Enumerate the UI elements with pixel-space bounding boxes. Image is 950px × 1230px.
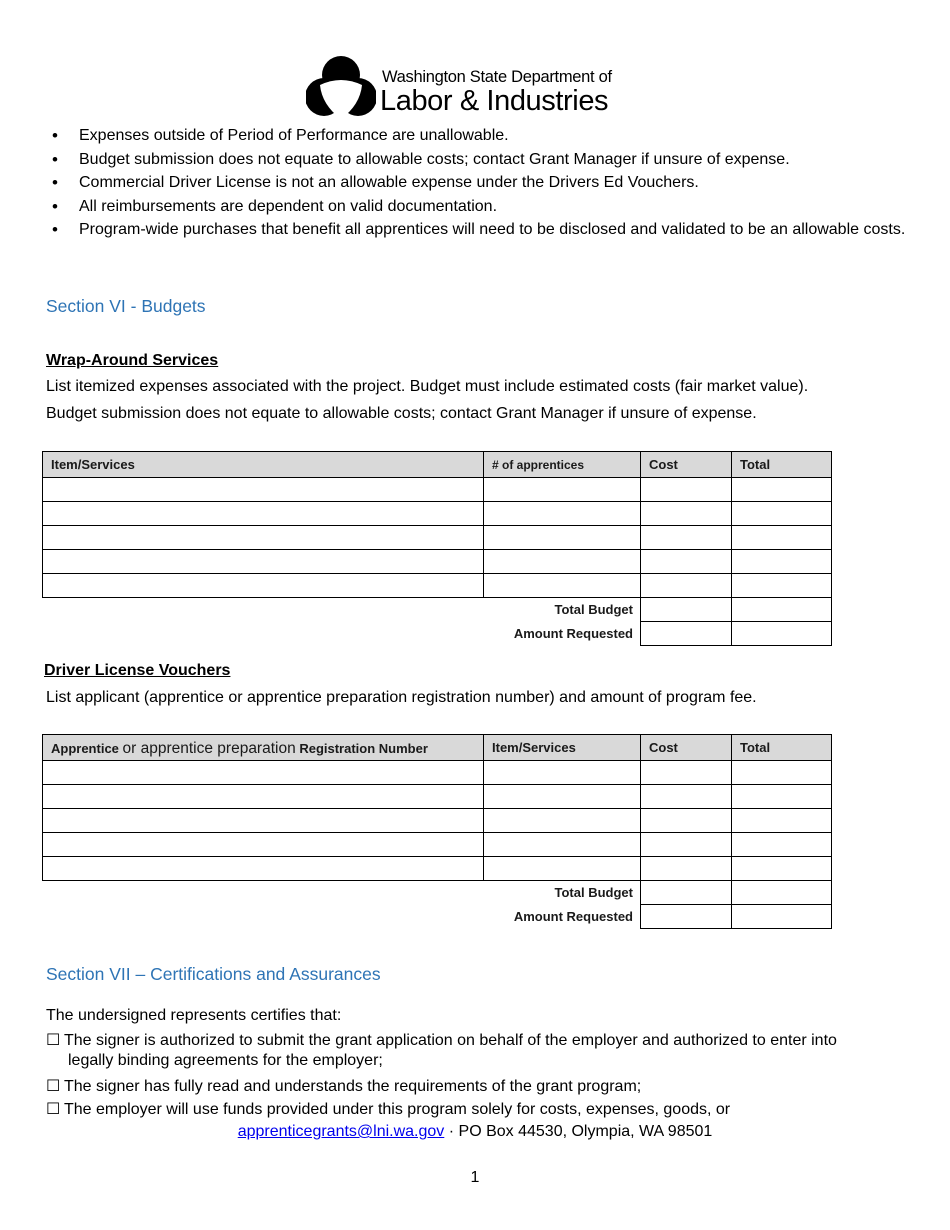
bullet-item: • Program-wide purchases that benefit all apprentices will need to be disclosed and validated to be an allowable costs.	[52, 218, 932, 242]
col-header-part-preparation: or apprentice preparation	[122, 740, 296, 757]
item-services-cell[interactable]	[484, 833, 641, 857]
total-cell[interactable]	[732, 574, 832, 598]
amount-requested-row	[43, 622, 832, 646]
registration-number-cell[interactable]	[43, 857, 484, 881]
total-cell[interactable]	[732, 809, 832, 833]
section-vi-heading: Section VI - Budgets	[46, 296, 206, 316]
bullet-item: • All reimbursements are dependent on valid documentation.	[52, 195, 932, 219]
table-row	[43, 761, 832, 785]
total-cell[interactable]	[732, 785, 832, 809]
item-services-cell[interactable]	[43, 574, 484, 598]
cost-cell[interactable]	[641, 761, 732, 785]
total-cell[interactable]	[732, 833, 832, 857]
cost-cell[interactable]	[641, 574, 732, 598]
checkbox-unchecked-icon[interactable]: ☐	[46, 1101, 61, 1118]
header-logo	[306, 55, 616, 123]
total-budget-row	[43, 881, 832, 905]
page-footer	[0, 1123, 950, 1141]
num-apprentices-cell[interactable]	[484, 574, 641, 598]
registration-number-cell[interactable]	[43, 809, 484, 833]
rules-bullet-list	[52, 124, 932, 242]
cost-cell[interactable]	[641, 550, 732, 574]
total-cell[interactable]	[732, 857, 832, 881]
total-budget-cost-cell[interactable]	[641, 598, 732, 622]
item-services-cell[interactable]	[43, 502, 484, 526]
total-cell[interactable]	[732, 526, 832, 550]
col-header-part-registration: Registration Number	[295, 741, 428, 756]
bullet-item: • Expenses outside of Period of Performance are unallowable.	[52, 124, 932, 148]
certification-item-authorized	[46, 1029, 837, 1052]
amount-requested-cost-cell[interactable]	[641, 905, 732, 929]
num-apprentices-cell[interactable]	[484, 478, 641, 502]
logo-department-text: Washington State Department of	[382, 68, 612, 86]
certification-text: The employer will use funds provided under this program solely for costs, expenses, goods, or	[64, 1101, 731, 1118]
registration-number-cell[interactable]	[43, 785, 484, 809]
table-row	[43, 857, 832, 881]
certification-text: The signer has fully read and understands the requirements of the grant program;	[64, 1078, 642, 1095]
bullet-item: • Commercial Driver License is not an allowable expense under the Drivers Ed Vouchers.	[52, 171, 932, 195]
wrap-around-budget-table	[42, 451, 832, 646]
col-header-item-services: Item/Services	[484, 735, 641, 761]
item-services-cell[interactable]	[484, 785, 641, 809]
amount-requested-label: Amount Requested	[513, 626, 633, 641]
num-apprentices-cell[interactable]	[484, 526, 641, 550]
total-cell[interactable]	[732, 550, 832, 574]
table-row	[43, 526, 832, 550]
table-row	[43, 833, 832, 857]
table-row	[43, 502, 832, 526]
logo-agency-text: Labor & Industries	[380, 85, 609, 117]
cost-cell[interactable]	[641, 526, 732, 550]
total-budget-label: Total Budget	[554, 885, 633, 901]
col-header-item-services: Item/Services	[43, 452, 484, 478]
table-row	[43, 809, 832, 833]
table-row	[43, 574, 832, 598]
num-apprentices-cell[interactable]	[484, 502, 641, 526]
item-services-cell[interactable]	[43, 526, 484, 550]
table-row	[43, 785, 832, 809]
col-header-cost: Cost	[641, 452, 732, 478]
col-header-cost: Cost	[641, 735, 732, 761]
cost-cell[interactable]	[641, 785, 732, 809]
wrap-around-title: Wrap-Around Services	[46, 352, 219, 369]
col-header-part-apprentice: Apprentice	[51, 741, 123, 756]
bullet-item: • Budget submission does not equate to allowable costs; contact Grant Manager if unsure of expense.	[52, 148, 932, 172]
cost-cell[interactable]	[641, 833, 732, 857]
total-budget-total-cell[interactable]	[732, 881, 832, 905]
total-cell[interactable]	[732, 502, 832, 526]
certification-text: The signer is authorized to submit the grant application on behalf of the employer and authorized to enter into	[64, 1032, 837, 1049]
item-services-cell[interactable]	[484, 857, 641, 881]
registration-number-cell[interactable]	[43, 833, 484, 857]
amount-requested-cost-cell[interactable]	[641, 622, 732, 646]
col-header-num-apprentices: # of apprentices	[484, 452, 641, 478]
checkbox-unchecked-icon[interactable]: ☐	[46, 1078, 61, 1095]
col-header-registration-number	[43, 735, 484, 761]
col-header-total: Total	[732, 452, 832, 478]
certifications-intro: The undersigned represents certifies that:	[46, 1007, 342, 1024]
contact-email-link[interactable]: apprenticegrants@lni.wa.gov	[237, 1123, 445, 1140]
checkbox-unchecked-icon[interactable]: ☐	[46, 1032, 61, 1049]
amount-requested-row	[43, 905, 832, 929]
certification-text-continued: legally binding agreements for the employer;	[68, 1052, 383, 1069]
total-cell[interactable]	[732, 478, 832, 502]
total-budget-row	[43, 598, 832, 622]
total-budget-label: Total Budget	[554, 602, 633, 618]
num-apprentices-cell[interactable]	[484, 550, 641, 574]
total-budget-total-cell[interactable]	[732, 598, 832, 622]
item-services-cell[interactable]	[484, 761, 641, 785]
page-number: 1	[470, 1169, 480, 1186]
cost-cell[interactable]	[641, 478, 732, 502]
total-cell[interactable]	[732, 761, 832, 785]
table-header-row	[43, 452, 832, 478]
table-header-row	[43, 735, 832, 761]
cost-cell[interactable]	[641, 809, 732, 833]
amount-requested-total-cell[interactable]	[732, 622, 832, 646]
section-vii-heading: Section VII – Certifications and Assurances	[46, 964, 381, 984]
total-budget-cost-cell[interactable]	[641, 881, 732, 905]
wrap-around-instructions-1: List itemized expenses associated with the project. Budget must include estimated costs (fair market value).	[46, 378, 809, 395]
certification-item-use-of-funds	[46, 1098, 730, 1121]
cost-cell[interactable]	[641, 857, 732, 881]
registration-number-cell[interactable]	[43, 761, 484, 785]
driver-license-title: Driver License Vouchers	[44, 662, 231, 679]
item-services-cell[interactable]	[43, 550, 484, 574]
amount-requested-total-cell[interactable]	[732, 905, 832, 929]
driver-license-instructions: List applicant (apprentice or apprentice preparation registration number) and amount of program fee.	[46, 689, 757, 706]
col-header-total: Total	[732, 735, 832, 761]
table-row	[43, 550, 832, 574]
item-services-cell[interactable]	[43, 478, 484, 502]
driver-license-budget-table	[42, 734, 832, 929]
cost-cell[interactable]	[641, 502, 732, 526]
lni-logo-icon	[306, 55, 376, 123]
wrap-around-instructions-2: Budget submission does not equate to allowable costs; contact Grant Manager if unsure of expense.	[46, 405, 757, 422]
item-services-cell[interactable]	[484, 809, 641, 833]
amount-requested-label: Amount Requested	[513, 909, 633, 924]
table-row	[43, 478, 832, 502]
certification-item-read-requirements	[46, 1075, 641, 1098]
mailing-address: · PO Box 44530, Olympia, WA 98501	[444, 1123, 713, 1140]
